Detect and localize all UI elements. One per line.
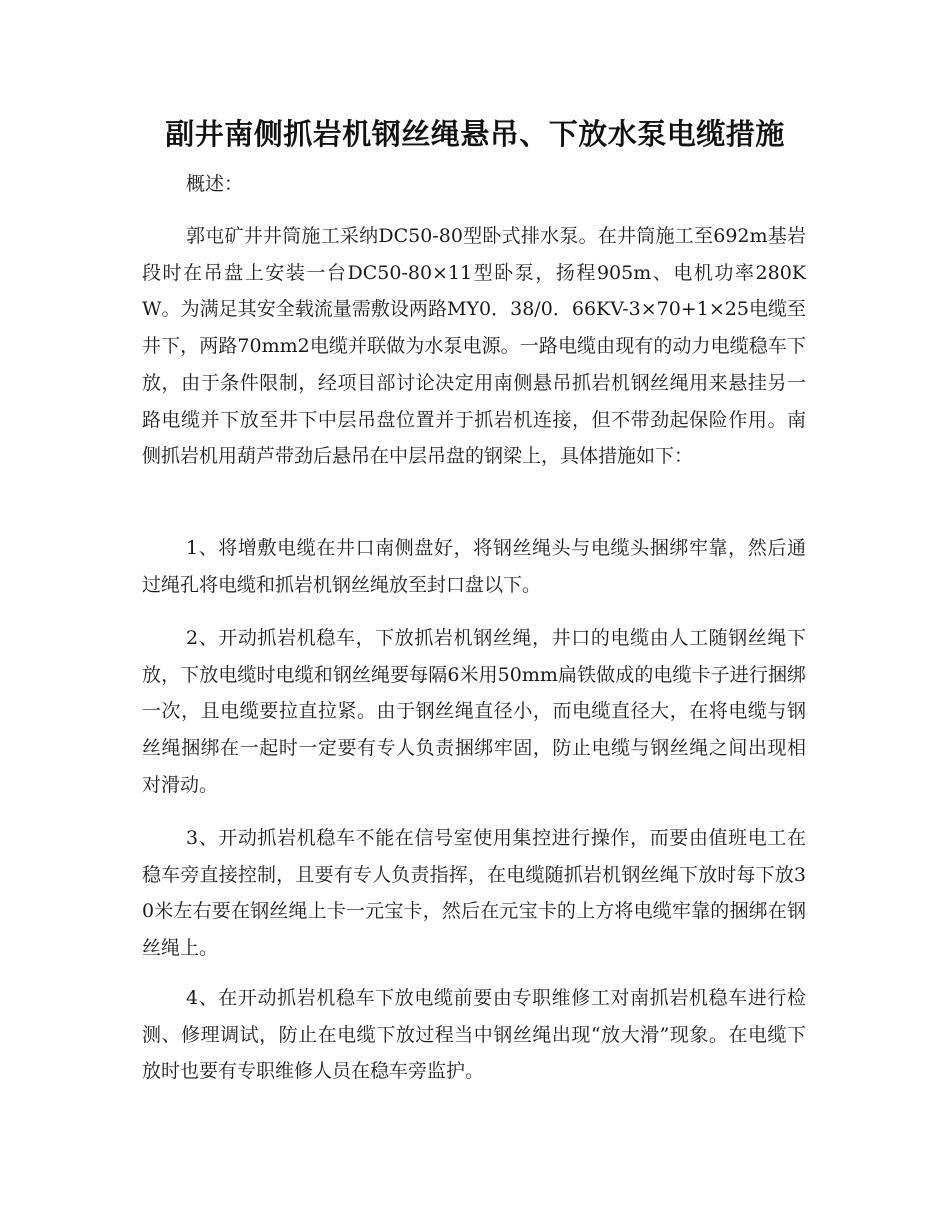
step-1-paragraph: 1、将增敷电缆在井口南侧盘好，将钢丝绳头与电缆头捆绑牢靠，然后通过绳孔将电缆和抓岩机钢丝绳放至封口盘以下。	[142, 537, 806, 596]
document-title: 副井南侧抓岩机钢丝绳悬吊、下放水泵电缆措施	[165, 117, 785, 151]
overview-label: 概述：	[186, 173, 244, 195]
step-2-paragraph: 2、开动抓岩机稳车，下放抓岩机钢丝绳，井口的电缆由人工随钢丝绳下放，下放电缆时电缆和钢丝绳要每隔6米用50mm扁铁做成的电缆卡子进行捆绑一次，且电缆要拉直拉紧。由于钢丝绳直径小，而电缆直径大，在将电缆与钢丝绳捆绑在一起时一定要有专人负责捆绑牢固，防止电缆与钢丝绳之间出现相对滑动。	[142, 627, 806, 796]
intro-paragraph: 郭屯矿井井筒施工采纳DC50-80型卧式排水泵。在井筒施工至692m基岩段时在吊盘上安装一台DC50-80×11型卧泵，扬程905m、电机功率280KW。为满足其安全载流量需敷设两路MY0．38/0．66KV-3×70+1×25电缆至井下，两路70mm2电缆并联做为水泵电源。一路电缆由现有的动力电缆稳车下放，由于条件限制，经项目部讨论决定用南侧悬吊抓岩机钢丝绳用来悬挂另一路电缆并下放至井下中层吊盘位置并于抓岩机连接，但不带劲起保险作用。南侧抓岩机用葫芦带劲后悬吊在中层吊盘的钢梁上，具体措施如下：	[142, 225, 806, 468]
step-3-paragraph: 3、开动抓岩机稳车不能在信号室使用集控进行操作，而要由值班电工在稳车旁直接控制，且要有专人负责指挥，在电缆随抓岩机钢丝绳下放时每下放30米左右要在钢丝绳上卡一元宝卡，然后在元宝卡的上方将电缆牢靠的捆绑在钢丝绳上。	[142, 827, 806, 960]
step-4-paragraph: 4、在开动抓岩机稳车下放电缆前要由专职维修工对南抓岩机稳车进行检测、修理调试，防止在电缆下放过程当中钢丝绳出现“放大滑”现象。在电缆下放时也要有专职维修人员在稳车旁监护。	[142, 987, 806, 1083]
